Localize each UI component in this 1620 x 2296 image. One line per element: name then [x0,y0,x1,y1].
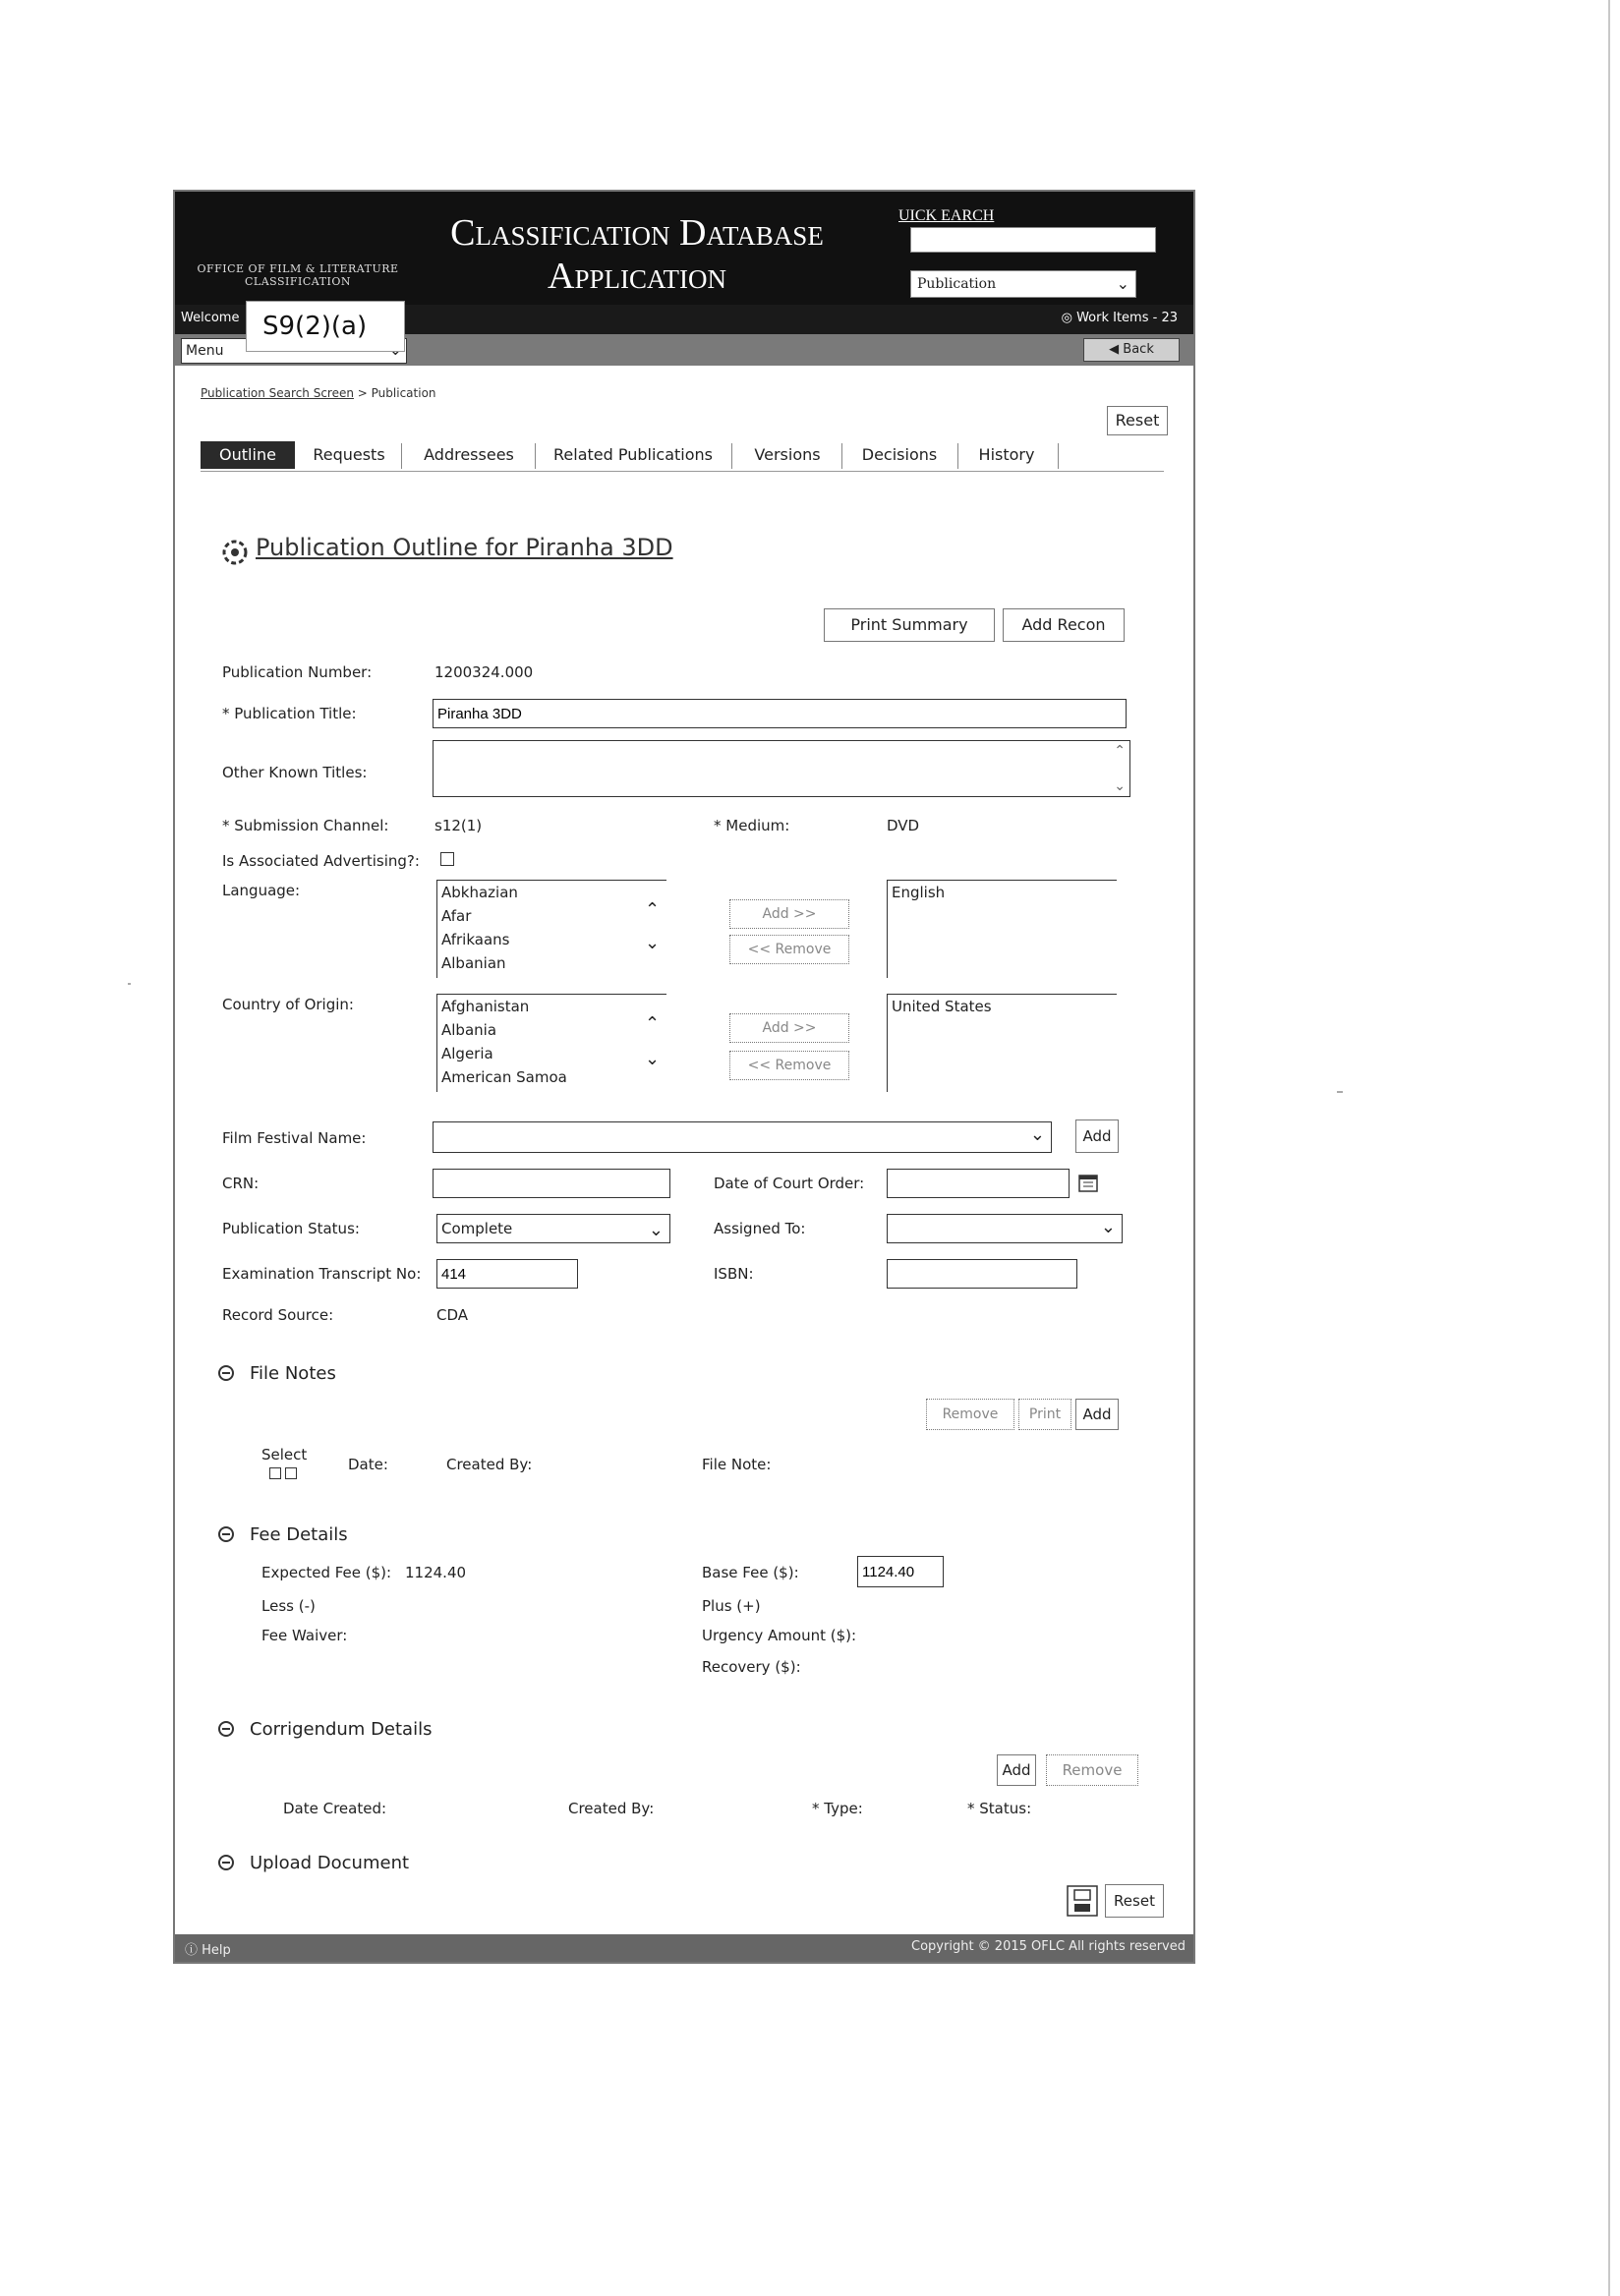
column-header-created-by: Created By: [568,1800,655,1817]
list-item[interactable]: United States [892,998,992,1015]
list-item[interactable]: Afar [441,907,472,925]
language-label: Language: [222,882,301,899]
column-header-date: Date: [348,1456,388,1473]
save-icon[interactable] [1066,1884,1099,1918]
collapse-icon[interactable] [218,1855,234,1870]
page-title: Publication Outline for Piranha 3DD [256,534,673,561]
publication-number-label: Publication Number: [222,663,373,681]
base-fee-label: Base Fee ($): [702,1564,799,1581]
isbn-label: ISBN: [714,1265,754,1283]
work-items-link[interactable] [1062,311,1178,325]
file-notes-title: File Notes [250,1363,336,1384]
crn-label: CRN: [222,1175,260,1192]
film-festival-label: Film Festival Name: [222,1129,367,1147]
expected-fee-value: 1124.40 [405,1564,467,1581]
collapse-icon[interactable] [218,1721,234,1737]
language-remove-button[interactable]: << Remove [729,935,849,964]
breadcrumb-link[interactable]: Publication Search Screen [201,386,354,400]
back-button[interactable] [1083,338,1180,362]
transcript-number-field[interactable] [436,1259,578,1289]
logo-line: OFFICE OF FILM & LITERATURE [197,262,399,275]
app-title-line: Application [548,256,726,297]
quick-search-type-value: Publication [917,276,997,292]
file-note-remove-button[interactable]: Remove [926,1399,1014,1430]
country-selected-list[interactable] [887,994,1117,1092]
app-window [173,190,1195,1964]
scroll-up-icon[interactable]: ⌃ [1114,743,1126,759]
breadcrumb-separator: > [353,386,372,400]
list-item[interactable]: Albania [441,1021,497,1039]
copyright-text: Copyright © 2015 OFLC All rights reserved [911,1939,1186,1954]
work-items-label: Work Items - 23 [1076,311,1178,325]
other-titles-label: Other Known Titles: [222,764,368,781]
country-options-list[interactable] [436,994,666,1092]
language-add-button[interactable]: Add >> [729,899,849,929]
quick-search-input[interactable] [910,227,1156,253]
column-header-type: * Type: [812,1800,863,1817]
chevron-up-icon[interactable]: ⌃ [645,1013,661,1034]
print-summary-button[interactable]: Print Summary [824,608,995,642]
assigned-to-select[interactable] [887,1214,1123,1243]
app-header [175,192,1193,305]
medium-label: * Medium: [714,817,790,834]
help-link[interactable] [185,1939,231,1958]
tab-decisions[interactable]: Decisions [861,445,938,464]
fee-details-title: Fee Details [250,1524,348,1545]
menu-label: Menu [186,343,224,359]
associated-advertising-label: Is Associated Advertising?: [222,852,420,870]
column-header-status: * Status: [967,1800,1032,1817]
tab-requests[interactable]: Requests [313,445,385,464]
film-festival-add-button[interactable]: Add [1075,1119,1119,1153]
column-header-date-created: Date Created: [283,1800,387,1817]
medium-value: DVD [887,817,920,834]
help-icon: ⓘ [185,1943,202,1958]
submission-channel-label: * Submission Channel: [222,817,389,834]
scan-speck [128,983,131,985]
tab-versions[interactable]: Versions [754,445,821,464]
other-titles-field[interactable] [433,740,1130,797]
scroll-down-icon[interactable]: ⌄ [1114,778,1126,794]
reset-button[interactable]: Reset [1107,406,1168,435]
column-header-created-by: Created By: [446,1456,533,1473]
scan-speck [1337,1091,1343,1093]
quick-search-type-select[interactable] [910,270,1136,298]
record-source-value: CDA [436,1306,469,1324]
tab-separator [1058,443,1059,469]
page-edge [1608,0,1610,2296]
back-label: Back [1123,342,1154,357]
associated-advertising-checkbox[interactable] [440,852,454,866]
publication-status-select[interactable] [436,1214,670,1243]
redaction-label: S9(2)(a) [246,301,405,352]
list-item[interactable]: American Samoa [441,1068,567,1086]
chevron-down-icon[interactable]: ⌄ [645,1049,661,1069]
upload-reset-button[interactable]: Reset [1105,1884,1164,1918]
list-item[interactable]: Afghanistan [441,998,530,1015]
urgency-amount-label: Urgency Amount ($): [702,1627,857,1644]
chevron-down-icon[interactable]: ⌄ [645,933,661,953]
select-all-checkbox[interactable] [269,1467,281,1479]
tab-outline[interactable]: Outline [201,441,295,469]
court-order-date-label: Date of Court Order: [714,1175,865,1192]
column-header-file-note: File Note: [702,1456,772,1473]
film-festival-select[interactable] [433,1121,1052,1153]
language-options-list[interactable] [436,880,666,978]
corrigendum-details-title: Corrigendum Details [250,1719,433,1740]
breadcrumb-current: Publication [371,386,436,400]
publication-title-label: * Publication Title: [222,705,357,722]
fee-waiver-label: Fee Waiver: [261,1627,348,1644]
help-label: Help [202,1943,231,1958]
add-recon-button[interactable]: Add Recon [1003,608,1125,642]
language-selected-list[interactable] [887,880,1117,978]
list-item[interactable]: Afrikaans [441,931,510,948]
country-label: Country of Origin: [222,996,354,1013]
oflc-logo [185,262,411,288]
file-note-print-button[interactable]: Print [1018,1399,1071,1430]
assigned-to-label: Assigned To: [714,1220,806,1237]
breadcrumb [201,386,436,400]
publication-icon [218,536,252,569]
chevron-down-icon: ⌄ [1116,274,1129,293]
submission-channel-value: s12(1) [434,817,483,834]
country-add-button[interactable]: Add >> [729,1013,849,1043]
publication-title-field[interactable] [433,699,1127,728]
tab-related-publications[interactable]: Related Publications [553,445,713,464]
upload-document-title: Upload Document [250,1853,410,1873]
recovery-label: Recovery ($): [702,1658,801,1676]
tab-bar [201,441,1164,472]
tab-separator [535,443,536,469]
base-fee-field[interactable] [857,1556,944,1587]
collapse-icon[interactable] [218,1526,234,1542]
tab-separator [957,443,958,469]
list-item[interactable]: Algeria [441,1045,493,1062]
app-title-line: Classification Database [450,212,824,254]
welcome-text: Welcome [181,311,240,325]
chevron-down-icon: ⌄ [1029,1124,1045,1145]
list-item[interactable]: Abkhazian [441,884,518,901]
publication-number-value: 1200324.000 [434,663,534,681]
work-items-icon: ◎ [1061,311,1077,325]
publication-status-label: Publication Status: [222,1220,360,1237]
expected-fee-label: Expected Fee ($): [261,1564,392,1581]
app-footer [175,1934,1193,1962]
back-arrow-icon: ◀ [1109,342,1124,357]
corrigendum-remove-button[interactable]: Remove [1046,1754,1138,1786]
publication-status-value: Complete [441,1220,513,1237]
less-label: Less (-) [261,1597,316,1615]
file-note-add-button[interactable]: Add [1075,1399,1119,1430]
transcript-number-label: Examination Transcript No: [222,1265,422,1283]
country-remove-button[interactable]: << Remove [729,1051,849,1080]
plus-label: Plus (+) [702,1597,761,1615]
column-header-select: Select [261,1446,308,1464]
logo-line: CLASSIFICATION [245,275,351,288]
app-title [401,211,873,298]
record-source-label: Record Source: [222,1306,334,1324]
tab-separator [841,443,842,469]
chevron-down-icon: ⌄ [648,1220,664,1240]
tab-addressees[interactable]: Addressees [424,445,514,464]
court-order-date-field[interactable] [887,1169,1070,1198]
quick-search-label[interactable]: UICK EARCH [898,207,995,224]
tab-separator [401,443,402,469]
corrigendum-add-button[interactable]: Add [997,1754,1036,1786]
select-none-checkbox[interactable] [285,1467,297,1479]
chevron-up-icon[interactable]: ⌃ [645,899,661,920]
list-item[interactable]: Albanian [441,954,506,972]
isbn-field[interactable] [887,1259,1077,1289]
list-item[interactable]: English [892,884,946,901]
calendar-icon[interactable] [1077,1173,1099,1194]
tab-history[interactable]: History [978,445,1035,464]
chevron-down-icon: ⌄ [1100,1217,1116,1237]
collapse-icon[interactable] [218,1365,234,1381]
crn-field[interactable] [433,1169,670,1198]
tab-separator [731,443,732,469]
